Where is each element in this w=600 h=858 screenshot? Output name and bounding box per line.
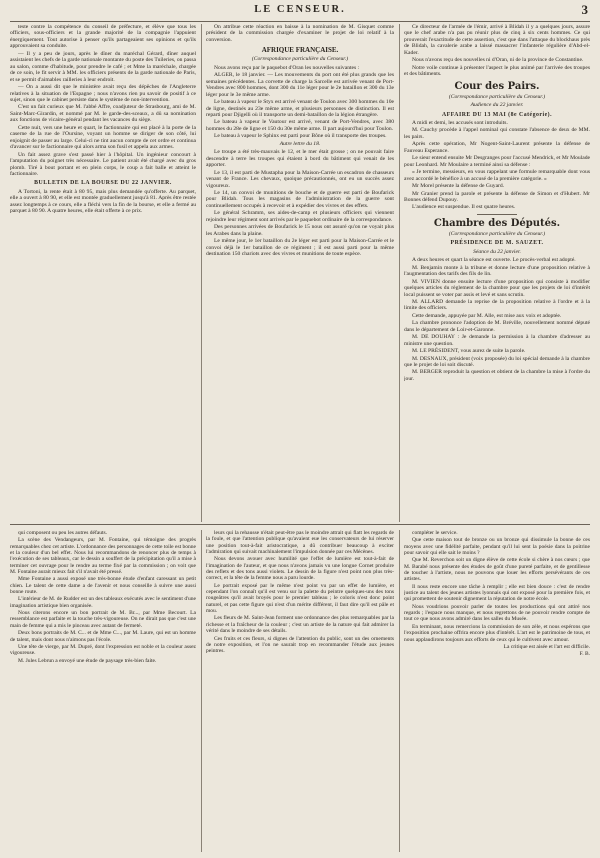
article-paragraph: M. VIVIEN donne ensuite lecture d'une proposition qui consiste à modifier quelques articles du règlement de la chambre pour que les projets de loi d'intérêt local puissent se voter par assis et levé et sans scrutin. bbox=[404, 278, 590, 298]
article-paragraph: Le même jour, le 1er bataillon du 2e léger est parti pour la Maison-Carrée et le convoi déjà le 1er bataillon de ce régiment ; il est aussi parti pour la même destination 150 chariots avec des vivres et munitions de toute espèce. bbox=[206, 238, 394, 258]
letter-heading: Autre lettre du 18. bbox=[279, 140, 321, 147]
upper-columns bbox=[10, 24, 590, 522]
article-paragraph: M. LE PRÉSIDENT, vous aurez de suite la parole. bbox=[412, 348, 526, 355]
newspaper-title: LE CENSEUR. bbox=[254, 4, 346, 15]
article-paragraph: Le bateau à vapeur le Vautour est arrivé, venant de Port-Vendres, avec 380 hommes du 28e de ligne et 150 du 30e même arme. Il part aujourd'hui pour Toulon. bbox=[206, 119, 394, 132]
article-paragraph: Le sieur entend ensuite Mr Desgranges pour l'accusé Mendrick, et Mr Moulade pour Leonhard. Mr Moulaire a terminé ainsi sa défense : bbox=[404, 155, 590, 168]
feuilleton-paragraph: qui composent ou peu les autres défauts. bbox=[18, 530, 108, 536]
feuilleton-paragraph: La scène des Vendangeurs, par M. Fontaine, qui témoigne des progrès remarquables chez cet artiste. L'ordonnance des personnages de cette toile est bonne et la couleur d'un bel effet. Nous lui recommandons de renoncer plus de temps à l'exécution de ses tableaux, car le dessin a souffert de la précipitation qu'il a mise à terminer cet ouvrage pour le rendre au terme fixé par la commission ; on voit que M. Fontaine aurait mieux fait s'il n'avait été pressé. bbox=[10, 537, 196, 576]
article-paragraph: Le général Schramm, ses aides-de-camp et plusieurs officiers qui viennent rejoindre leur régiment sont arrivés par le paquebot ordinaire de la correspondance. bbox=[206, 210, 394, 223]
feuilleton-paragraph: Il nous reste encore une tâche à remplir ; elle est bien douce : c'est de rendre justice au talent des jeunes artistes lyonnais qui ont exposé pour la première fois, et qui promettent de soutenir dignement la réputation de notre école. bbox=[404, 583, 590, 603]
article-paragraph: On attribue cette réaction en baisse à la nomination de M. Gisquet comme président de la commission chargée d'examiner le projet de loi relatif à la conversion. bbox=[206, 24, 394, 43]
feuilleton-paragraph: Nous devons avouer avec humilité que l'effet de lumière est tout-à-fait de l'imagination de l'auteur, et que nous n'avons jamais vu une longue Cornet produire des reflets et des tons aussi violets. Le dessin de la figure n'est point non plus très-correct, et la tête de la femme nous a paru lourde. bbox=[206, 556, 394, 582]
article-paragraph: Nous n'avons reçu des nouvelles ni d'Oran, ni de la province de Constantine. bbox=[412, 57, 584, 64]
feuilleton-paragraph: En terminant, nous remercions la commission de son zèle, et nous espérons que l'exposition prochaine offrira encore plus d'intérêt. L'art est le patrimoine de tous, et nous applaudirons toujours aux efforts de ceux qui le cultivent avec amour. bbox=[404, 623, 590, 643]
article-paragraph: Mr Morel présente la défense de Guyard. bbox=[412, 183, 505, 190]
signature: F. B. bbox=[579, 651, 590, 658]
article-paragraph: M. DESNAUX, président (voix proposée) du loi spécial demande à la chambre que le projet de loi soit discuté. bbox=[404, 355, 590, 369]
column-1 bbox=[10, 24, 196, 522]
article-paragraph: M. BERGER reproduit la question et obtient de la chambre la mise à l'ordre du jour. bbox=[404, 369, 590, 382]
article-paragraph: Après cette opération, Mr Nogent-Saint-Laurent présente la défense de Fauveau Esperance. bbox=[404, 141, 590, 154]
article-paragraph: Ce directeur de l'armée de l'émir, arrivé à Blidah il y a quelques jours, assure que le chef arabe n'a pas pu réunir plus de cinq à six cents hommes. Ce qui prouverait l'exactitude de cette assertion, c'est que dans l'attaque du blockhaus près de Blidah, la cavalerie arabe a laissé massacrer l'infanterie régulière d'Abd-el-Kader. bbox=[404, 24, 590, 56]
article-paragraph: Le bateau à vapeur le Styx est arrivé venant de Toulon avec 300 hommes du 10e de ligne, destinés au 23e même arme, et plusieurs personnes de distinction. Il est reparti pour Djigelli où il transporte un demi-bataillon de la légion étrangère. bbox=[206, 99, 394, 118]
feuilleton-separator bbox=[10, 524, 590, 525]
article-paragraph: La chambre prononce l'adoption de M. Bréville, nouvellement nommé député dans le département de Loir-et-Garonne. bbox=[404, 320, 590, 333]
feuilleton-paragraph: Que cette maison tout de bronze ou un bronze qui dissimule la bonne de ces moyens avec une fidélité parfaite, pendant qu'il lui sent la poésie dans la poitrine pour savoir qui elle sait le moins ? bbox=[404, 537, 590, 557]
section-subtitle: (Correspondance particulière du Censeur.) bbox=[448, 93, 546, 100]
feuilleton-paragraph: M. Jules Lebrun a envoyé une étude de paysage très-bien faite. bbox=[18, 657, 157, 664]
feuilleton-paragraph: Nous voudrions pouvoir parler de toutes les productions qui ont attiré nos regards ; l'espace nous manque, et nous regrettons de ne pouvoir rendre compte de tout ce que nous avons admiré dans les salles du Musée. bbox=[404, 603, 590, 623]
affaire-title: AFFAIRE DU 13 MAI (8e Catégorie). bbox=[441, 111, 553, 118]
seance-date: Séance du 22 janvier. bbox=[473, 248, 521, 255]
article-paragraph: Le 14, un convoi de munitions de bouche et de guerre est parti de Boufarick pour Blidah. Tous les magasins de l'administration de la guerre sont continuellement occupés à recevoir et à expédier des vivres et des effets. bbox=[206, 189, 394, 209]
article-paragraph: Le bateau à vapeur le Sphinx est parti pour Bône où il transporte des troupes. bbox=[214, 133, 387, 140]
page-number: 3 bbox=[581, 2, 588, 17]
article-paragraph: A deux heures et quart la séance est ouverte. Le procès-verbal est adopté. bbox=[412, 257, 576, 264]
article-paragraph: — Il y a peu de jours, après le dîner du maréchal Gérard, dîner auquel assistaient les chefs de la garde nationale montante du poste des Tuileries, on passa au salon, comme d'habitude, pour prendre le café ; et Mme la maréchale, chargée de ce soin, le fit servir à MM. les officiers présents de la garde nationale de Paris, et se permit d'aimables railleries à leur endroit. bbox=[10, 50, 196, 83]
column-2 bbox=[206, 24, 394, 522]
article-paragraph: teste contre la compétence du conseil de préfecture, et élève que tous les officiers, sous-officiers et la grande majorité de la compagnie l'appuient énergiquement. Tout autorise à penser qu'ils partageaient ses opinions et qu'ils approuvaient sa conduite. bbox=[10, 24, 196, 50]
feuilleton-paragraph: Les fleurs de M. Saint-Jean forment une ordonnance des plus remarquables par la richesse et la fraîcheur de la couleur ; c'est un artiste de la nature qui fait admirer la vérité dans le moindre de ses détails. bbox=[206, 615, 394, 635]
article-paragraph: Cette nuit, vers une heure et quart, le factionnaire qui est placé à la porte de la caserne de la rue de l'Oursine, voyant un homme se diriger de son côté, lui enjoignit de passer au large. Celui-ci ne tint aucun compte de cet ordre et continua d'avancer sur le factionnaire qui alors arma son fusil et appela aux armes. bbox=[10, 124, 196, 151]
article-paragraph: L'audience est suspendue. Il est quatre heures. bbox=[412, 204, 516, 211]
feuilleton-paragraph: Que M. Reverchon soit un digne élève de cette école si chère à nos cœurs ; que M. Barabé nous présente des études de goût d'une pureté parfaite, et de gentillesse de toucher à l'artiste, nous ne pouvons que louer les efforts persévérants de ces artistes. bbox=[404, 557, 590, 583]
feuilleton-paragraph: Le portrait exposé par le même n'est point vu par un effet de lumière, et cependant l'on connaît qu'il est venu sur la palette du peintre quelques-uns des tons rougeâtres qu'il avait broyés pour le premier tableau ; le coloris n'est donc point naturel, et pas cette figure qui n'est d'un mérite différent, il faut dire qu'il est pâle et mou. bbox=[206, 582, 394, 615]
article-paragraph: ALGER, le 18 janvier. — Les mouvements du port ont été plus grands que les semaines précédentes. La corvette de charge la Sarcelle est arrivée venant de Port-Vendres avec 800 hommes, dont 300 du 11e léger pour le 2e bataillon et 300 du 13e léger pour le 3e même arme. bbox=[206, 72, 394, 98]
article-paragraph: C'est un fait curieux que M. l'abbé Affre, coadjuteur de Strasbourg, ami de M. Saint-Marc-Girardin, et nommé par M. le garde-des-sceaux, a dû sa nomination aux fonctions de vicaire-général pendant les vacances du siège. bbox=[10, 104, 196, 124]
feuilleton-column-1 bbox=[10, 530, 196, 852]
article-paragraph: « Je termine, messieurs, en vous rappelant une formule remarquable dont vous avez accordé le bénéfice à un accusé de la première catégorie. » bbox=[404, 169, 590, 182]
article-paragraph: Notre voile continue à présenter l'aspect le plus animé par l'arrivée des troupes et des bâtiments. bbox=[404, 64, 590, 78]
feuilleton-paragraph: Ces fruits et ces fleurs, si dignes de l'attention du public, sont un des ornements de notre exposition, et l'on ne saurait trop en recommander l'étude aux jeunes peintres. bbox=[206, 635, 394, 655]
section-title-chambre-des-deputes: Chambre des Députés. bbox=[433, 217, 561, 229]
feuilleton bbox=[10, 530, 590, 852]
session-date: Audience du 22 janvier. bbox=[470, 102, 524, 109]
article-paragraph: Cette demande, appuyée par M. Alle, est mise aux voix et adoptée. bbox=[412, 312, 562, 319]
feuilleton-paragraph: L'intérieur de M. de Rudder est un des tableaux exécutés avec le sentiment d'une imagination artistique bien organisée. bbox=[10, 596, 196, 609]
bulletin-text: A Tortoni, la rente était à 80 95, mais plus demandée qu'offerte. Au parquet, elle a ouvert à 80 90, et elle est montée graduellement jusqu'à 81. Après être restée assez longtemps à ce cours, elle a fléchi vers la fin de la bourse, et elle a fermé au parquet à 80 90. A quatre heures, elle était offerte à ce prix. bbox=[10, 188, 196, 215]
feuilleton-paragraph: Une tête de vierge, par M. Dupré, dont l'expression est noble et la couleur assez vigoureuse. bbox=[10, 643, 196, 657]
feuilleton-paragraph: compléter le service. bbox=[412, 530, 458, 536]
article-paragraph: M. DE DOUHAY : Je demande la permission à la chambre d'adresser au ministre une question. bbox=[404, 334, 590, 347]
feuilleton-column-2 bbox=[206, 530, 394, 852]
section-subtitle: (Correspondance particulière du Censeur.) bbox=[448, 230, 546, 237]
article-paragraph: M. ALLARD demande la reprise de la proposition relative à l'ordre et à la limite des officiers. bbox=[404, 298, 590, 312]
article-paragraph: Des personnes arrivées de Boufarick le 15 nous ont assuré qu'on ne voyait plus les Arabes dans la plaine. bbox=[206, 224, 394, 237]
feuilleton-paragraph: Deux bons portraits de M. C... et de Mme C..., par M. Laure, qui est un homme de talent, mais dont nous n'aimons pas l'école. bbox=[10, 630, 196, 643]
column-3 bbox=[404, 24, 590, 522]
bulletin-title: BULLETIN DE LA BOURSE DU 22 JANVIER. bbox=[34, 180, 172, 187]
feuilleton-column-3 bbox=[404, 530, 590, 852]
article-paragraph: — On a aussi dit que le ministère avait reçu des dépêches de l'Angleterre relatives à la situation de l'Espagne ; nous n'avons rien pu savoir de positif à ce sujet, sinon que le cabinet persiste dans le système de non-intervention. bbox=[10, 84, 196, 103]
article-paragraph: Le troupe a été très-mauvais le 12, et le mer était grosse ; on ne pouvait faire descendre à terre les troupes qui étaient à bord du bâtiment qui venait de les apporter. bbox=[206, 149, 394, 169]
section-title-cour-des-pairs: Cour des Pairs. bbox=[454, 80, 540, 92]
article-paragraph: M. Cauchy procède à l'appel nominal qui constate l'absence de deux de MM. les pairs. bbox=[404, 127, 590, 140]
article-paragraph: M. Benjamin monte à la tribune et donne lecture d'une proposition relative à l'augmentation des tarifs des fils de lin. bbox=[404, 264, 590, 278]
article-paragraph: Nous avons reçu par le paquebot d'Oran les nouvelles suivantes : bbox=[214, 64, 360, 71]
article-paragraph: Mr Granier prend la parole et présente la défense de Simon et d'Hubert. Mr Bonnes défend Dupouy. bbox=[404, 190, 590, 203]
section-subtitle: (Correspondance particulière du Censeur.) bbox=[251, 56, 349, 63]
article-paragraph: Un fait assez grave s'est passé hier à l'hôpital. Un ingénieur concourt à l'amputation du poignet très nécessaire. Le patient avait été chargé avec du gros plomb. Tiré à bout portant et en plein corps, le coup a fait balle et atteint le factionnaire. bbox=[10, 151, 196, 177]
feuilleton-paragraph: Nous citerons encore un bon portrait de M. Br..., par Mme Becourt. La ressemblance est parfaite et la touche très-vigoureuse. On ne dirait pas que c'est une main de femme qui a mis le pinceau avec autant de fermeté. bbox=[10, 610, 196, 629]
feuilleton-paragraph: Mme Fontaine a aussi exposé une très-bonne étude d'enfant caressant un petit chien. Le talent de cette dame a de l'avenir et nous conseille à suivre une aussi bonne route. bbox=[10, 576, 196, 596]
article-paragraph: A midi et demi, les accusés sont introduits. bbox=[412, 119, 508, 126]
feuilleton-paragraph: leurs qui la rehausse n'était peut-être pas le moindre attrait qui flatt les regards de la foule, et que l'attention publique qu'avaient eue les conservateurs de lui réserver une position tout-à-fait aristocratique, a dû contribuer beaucoup à exciter l'admiration qui suivait machinalement l'impulsion donnée par ces Mécènes. bbox=[206, 530, 394, 556]
presidence: PRÉSIDENCE DE M. SAUZET. bbox=[450, 240, 544, 247]
end-note: La critique est aisée et l'art est difficile. bbox=[503, 643, 590, 650]
section-title-afrique: AFRIQUE FRANÇAISE. bbox=[261, 46, 339, 55]
masthead bbox=[10, 0, 590, 22]
article-paragraph: Le 13, il est parti de Mustapha pour la Maison-Carrée un escadron de chasseurs venant de France. Les chevaux, quoique précautionnés, ont eu un succès assez vigoureux. bbox=[206, 169, 394, 189]
divider bbox=[477, 214, 517, 215]
